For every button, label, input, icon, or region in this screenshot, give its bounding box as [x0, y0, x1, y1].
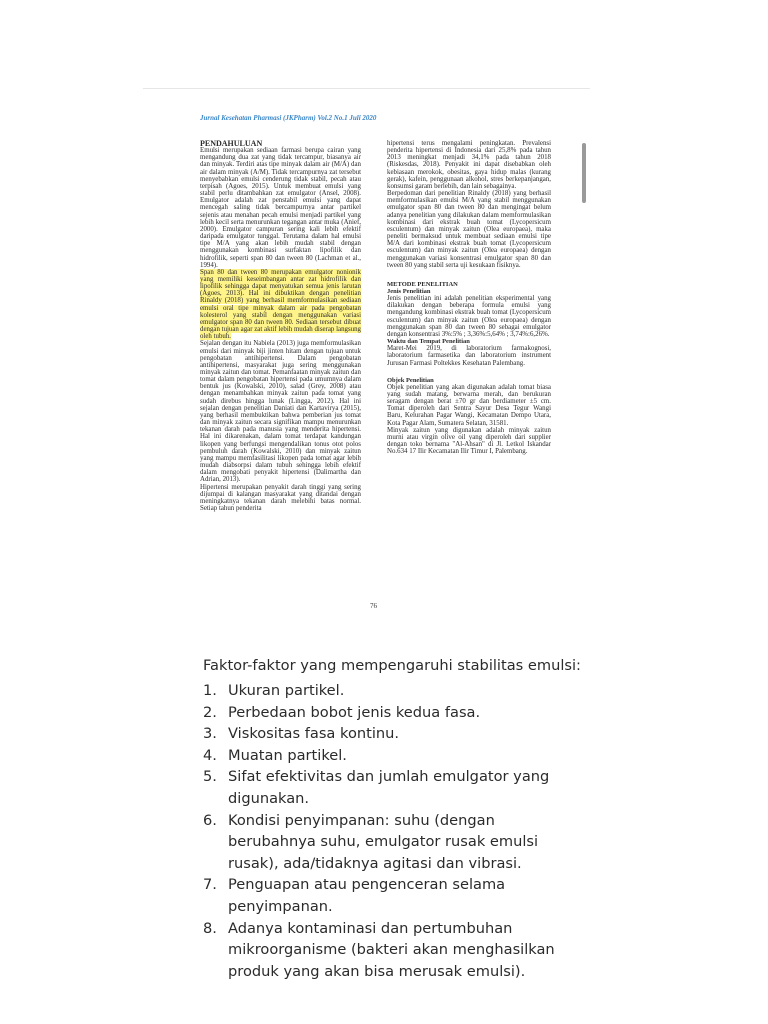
list-item: [203, 918, 583, 983]
list-text: Penguapan atau pengenceran selama penyimpanan.: [228, 876, 506, 915]
list-item: [203, 745, 583, 767]
highlighted-paragraph: [200, 269, 361, 341]
list-text: Ukuran partikel.: [228, 682, 345, 699]
list-number: 7.: [203, 876, 217, 894]
paragraph: Jenis penelitian ini adalah penelitian eksperimental yang dilakukan dengan beberapa formula emulsi yang mengandung kombinasi ekstrak buah tomat (Lycopersicum esculentum) dan minyak zaitun (Olea europaea) dengan menggunakan span 80 dan tween 80 sebagai emulgator dengan konsentrasi 3%:5% ; 3,36%:5,64% ; 3,74%:6,26%.: [387, 295, 551, 338]
paragraph: Emulsi merupakan sediaan farmasi berupa cairan yang mengandung dua zat yang tidak tercampur, biasanya air dan minyak. Terdiri atas tipe minyak dalam air (M/A) dan air dalam minyak (A/M). Tidak tercampurnya zat tersebut menyebabkan emulsi cenderung tidak stabil, pecah atau terpisah (Agoes, 2015). Untuk membuat emulsi yang stabil perlu ditambahkan zat emulgator (Ansel, 2008). Emulgator adalah zat penstabil emulsi yang dapat mencegah saling tidak bercampurnya antar partikel sejenis atau menahan pecah emulsi menjadi partikel yang lebih kecil serta menurunkan tegangan antar muka (Anief, 2000). Emulgator campuran sering kali lebih efektif daripada emulgator tunggal. Terutama dalam hal emulsi tipe M/A yang akan lebih mudah stabil dengan menggunakan kombinasi surfaktan lipofilik dan hidrofilik, seperti span 80 dan tween 80 (Lachman et al., 1994).: [200, 147, 361, 269]
list-item: [203, 723, 583, 745]
paragraph: Maret-Mei 2019, di laboratorium farmakognosi, laboratorium farmasetika dan laboratorium instrument Jurusan Farmasi Poltekkes Kesehatan Palembang.: [387, 345, 551, 367]
list-text: Perbedaan bobot jenis kedua fasa.: [228, 703, 481, 721]
list-title: Faktor-faktor yang mempengaruhi stabilitas emulsi:: [203, 657, 581, 674]
scrollbar-thumb[interactable]: [582, 143, 586, 203]
list-text: Kondisi penyimpanan: suhu (dengan berubahnya suhu, emulgator rusak emulsi rusak), ada/tidaknya agitasi dan vibrasi.: [228, 811, 539, 872]
subheading: Jenis Penelitian: [387, 287, 431, 295]
paragraph: Hipertensi merupakan penyakit darah tinggi yang sering dijumpai di kalangan masyarakat yang ditandai dengan meningkatnya tekanan darah melebihi batas normal. Setiap tahun penderita: [200, 483, 361, 512]
list-number: 4.: [203, 746, 217, 764]
paragraph: Sejalan dengan itu Nabiela (2013) juga memformulasikan emulsi dari minyak biji jinten hitam dengan tujuan untuk pengobatan antihipertensi. Dalam pengobatan antihipertensi, masyarakat juga sering menggunakan minyak zaitun dan tomat. Pemanfaatan minyak zaitun dan tomat dalam pengobatan hipertensi pada umumnya dalam bentuk jus (Kowalski, 2010), salad (Grey, 2008) atau dengan menambahkan minyak zaitun pada tomat yang sudah direbus hingga lunak (Lingga, 2012). Hal ini sejalan dengan penelitian Daniati dan Kartavirya (2015), yang berhasil membuktikan bahwa pemberian jus tomat dan minyak zaitun secara signifikan mampu menurunkan tekanan darah pada manusia yang menderita hipertensi. Hal ini dikarenakan, dalam tomat terdapat kandungan likopen yang berfungsi mengendalikan tonus otot polos pembuluh darah (Kowalski, 2010) dan minyak zaitun yang mampu memfasilitasi likopen pada tomat agar lebih mudah diabsorpsi dalam tubuh sehingga lebih efektif dalam mengobati penyakit hipertensi (Dalimartha dan Adrian, 2013).: [200, 340, 361, 484]
stability-factors-list: [203, 655, 583, 982]
list-number: 6.: [203, 811, 217, 829]
paragraph: Minyak zaitun yang digunakan adalah minyak zaitun murni atau virgin olive oil yang diperoleh dari supplier dengan toko bernama "Al-Ahsan" di Jl. Letkol Iskandar No.634 17 Ilir Kecamatan Ilir Timur I, Palembang.: [387, 426, 551, 456]
list-number: 2.: [203, 703, 217, 721]
list-number: 3.: [203, 725, 217, 743]
list-item: [203, 874, 583, 917]
section-heading: PENDAHULUAN: [200, 139, 263, 148]
paragraph: Objek penelitian yang akan digunakan adalah tomat biasa yang sudah matang, berwarna merah, dan berukuran seragam dengan berat ±70 gr dan berdiameter ±5 cm. Tomat diperoleh dari Sentra Sayur Desa Tegur Wangi Baru, Kelurahan Pagar Wangi, Kecamatan Dempo Utara, Kota Pagar Alam, Sumatera Selatan, 31581.: [387, 383, 551, 427]
paragraph: hipertensi terus mengalami peningkatan. Prevalensi penderita hipertensi di Indonesia dari 25,8% pada tahun 2013 meningkat menjadi 34,1% pada tahun 2018 (Riskesdas, 2018). Penyakit ini dapat disebabkan oleh kebiasaan merokok, obesitas, gaya hidup malas (kurang gerak), kafein, penggunaan alkohol, stres berkepanjangan, konsumsi garam berlebih, dan lain sebagainya.: [387, 140, 551, 190]
list-text: Muatan partikel.: [228, 746, 347, 764]
list-item: [203, 702, 583, 724]
text-highlight: Span 80 dan tween 80 merupakan emulgator nonionik yang memiliki keseimbangan antar zat hidrofilik dan lipofilik sehingga dapat menyatukan semua jenis larutan (Agoes, 2013). Hal ini dibuktikan dengan penelitian Rinaldy (2018) yang berhasil memformulasikan sediaan emulsi oral tipe minyak dalam air pada pengobatan kolesterol yang stabil dengan menggunakan variasi emulgator span 80 dan tween 80. Sediaan tersebut dibuat dengan tujuan agar zat aktif lebih mudah diserap langsung oleh tubuh.: [200, 268, 361, 341]
subheading: Waktu dan Tempat Penelitian: [387, 338, 470, 346]
right-column: [387, 140, 551, 455]
journal-header: Jurnal Kesehatan Pharmasi (JKPharm) Vol.2 No.1 Juli 2020: [200, 114, 377, 122]
list-item: [203, 680, 583, 702]
list-item: [203, 766, 583, 809]
list-text: Viskositas fasa kontinu.: [228, 725, 400, 743]
list-item: [203, 810, 583, 875]
subheading: Objek Penelitian: [387, 376, 434, 384]
page-number: 76: [370, 602, 377, 610]
list-text: Sifat efektivitas dan jumlah emulgator yang digunakan.: [228, 768, 550, 807]
page-top-divider: [143, 88, 590, 89]
left-column: [200, 140, 361, 512]
list-number: 5.: [203, 768, 217, 786]
list-text: Adanya kontaminasi dan pertumbuhan mikroorganisme (bakteri akan menghasilkan produk yang akan bisa merusak emulsi).: [228, 919, 555, 980]
list-number: 1.: [203, 682, 217, 699]
list-number: 8.: [203, 919, 217, 937]
paragraph: Berpedoman dari penelitian Rinaldy (2018) yang berhasil memformulasikan emulsi M/A yang stabil menggunakan emulgator span 80 dan tween 80 dan mengingat belum adanya penelitian yang dilakukan dalam memformulasikan kombinasi dari ekstrak buah tomat (Lycopersicum esculentum) dan minyak zaitun (Olea europaea), maka peneliti bermaksud untuk membuat sediaan emulsi tipe M/A dari kombinasi ekstrak buah tomat (Lycopersicum esculentum) dan minyak zaitun (Olea europaea) dengan menggunakan variasi konsentrasi emulgator span 80 dan tween 80 yang stabil serta uji kesukaan fisiknya.: [387, 190, 551, 269]
section-heading: METODE PENELITIAN: [387, 280, 458, 288]
